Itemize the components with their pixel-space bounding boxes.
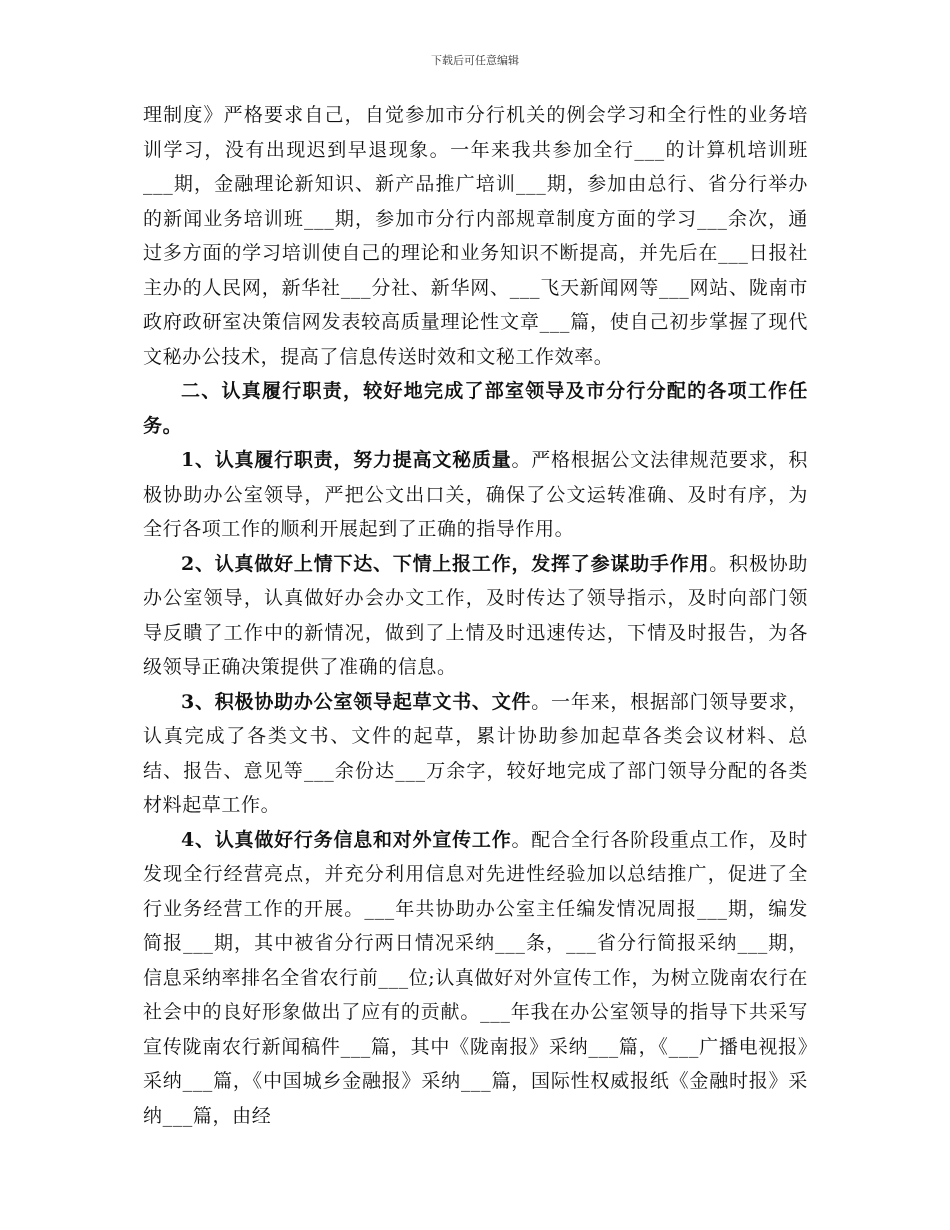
item-text-4: 。配合全行各阶段重点工作，及时发现全行经营亮点，并充分利用信息对先进性经验加以总结推广，促进了全行业务经营工作的开展。___年共协助办公室主任编发情况周报___期，编发简报___期，其中被省分行两日情况采纳___条，___省分行简报采纳___期，信息采纳率排名全省农行前___位;认真做好对外宣传工作，为树立陇南农行在社会中的良好形象做出了应有的贡献。___年我在办公室领导的指导下共采写宣传陇南农行新闻稿件___篇，其中《陇南报》采纳___篇，《___广播电视报》采纳___篇，《中国城乡金融报》采纳___篇，国际性权威报纸《金融时报》采纳___篇，由经 [143,828,808,1127]
section-heading-2: 二、认真履行职责，较好地完成了部室领导及市分行分配的各项工作任务。 [143,380,808,437]
item-title-3: 3、积极协助办公室领导起草文书、文件 [181,690,532,713]
item-text-2: 。积极协助办公室领导，认真做好办会办文工作，及时传达了领导指示，及时向部门领导反瞶了工作中的新情况，做到了上情及时迅速传达，下情及时报告，为各级领导正确决策提供了准确的信息。 [143,552,808,678]
item-paragraph-3 [143,685,808,823]
item-text-3: 。一年来，根据部门领导要求，认真完成了各类文书、文件的起草，累计协助参加起草各类会议材料、总结、报告、意见等___余份达___万余字，较好地完成了部门领导分配的各类材料起草工作。 [143,690,808,816]
item-text-1: 。严格根据公文法律规范要求，积极协助办公室领导，严把公文出口关，确保了公文运转准确、及时有序，为全行各项工作的顺利开展起到了正确的指导作用。 [143,449,808,540]
item-title-4: 4、认真做好行务信息和对外宣传工作 [181,828,512,851]
item-paragraph-1 [143,443,808,547]
paragraph-continuation: 理制度》严格要求自己，自觉参加市分行机关的例会学习和全行性的业务培训学习，没有出现迟到早退现象。一年来我共参加全行___的计算机培训班___期，金融理论新知识、新产品推广培训___期，参加由总行、省分行举办的新闻业务培训班___期，参加市分行内部规章制度方面的学习___余次，通过多方面的学习培训使自己的理论和业务知识不断提高，并先后在___日报社主办的人民网，新华社___分社、新华网、___飞天新闻网等___网站、陇南市政府政研室决策信网发表较高质量理论性文章___篇，使自己初步掌握了现代文秘办公技术，提高了信息传送时效和文秘工作效率。 [143,104,808,368]
item-paragraph-2 [143,547,808,685]
item-title-1: 1、认真履行职责，努力提高文秘质量 [181,449,512,471]
document-body [143,98,808,1133]
item-paragraph-4 [143,823,808,1134]
item-title-2: 2、认真做好上情下达、下情上报工作，发挥了参谋助手作用 [181,552,710,575]
page-header: 下载后可任意编辑 [431,54,519,67]
